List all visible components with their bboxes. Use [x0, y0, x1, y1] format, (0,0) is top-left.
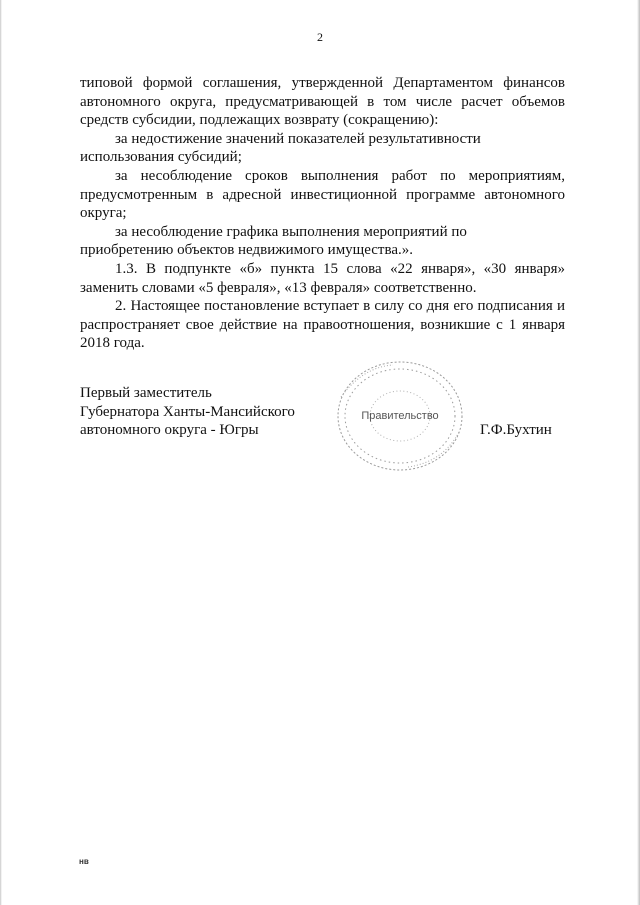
footer-executor-mark: нв [79, 857, 89, 866]
scan-edge-left [0, 0, 2, 905]
paragraph-2: 2. Настоящее постановление вступает в силу со дня его подписания и распространяет свое действие на правоотношения, возникшие с 1 января 2018 года. [80, 298, 565, 352]
paragraph-item-results-line2: использования субсидий; [80, 149, 242, 166]
signature-title-line1: Первый заместитель [80, 385, 212, 401]
paragraph-item-schedule-line2: приобретению объектов недвижимого имущества.». [80, 242, 414, 259]
paragraph-item-results-line1: за недостижение значений показателей результативности [115, 130, 481, 147]
page-number: 2 [317, 30, 323, 44]
signer-name: Г.Ф.Бухтин [480, 422, 552, 438]
official-stamp [333, 357, 468, 475]
signature-title-line2: Губернатора Ханты-Мансийского [80, 403, 295, 420]
document-body [80, 74, 565, 353]
stamp-text: Правительство [361, 410, 439, 422]
paragraph-1-3: 1.3. В подпункте «б» пункта 15 слова «22 января», «30 января» заменить словами «5 февраля», «13 февраля» соответственно. [80, 260, 565, 296]
signature-title-block [80, 384, 295, 440]
paragraph-continuation: типовой формой соглашения, утвержденной Департаментом финансов автономного округа, предусматривающей в том числе расчет объемов средств субсидии, подлежащих возврату (сокращению): [80, 75, 565, 129]
paragraph-item-deadlines: за несоблюдение сроков выполнения работ по мероприятиям, предусмотренным в адресной инвестиционной программе автономного округа; [80, 167, 565, 222]
signature-title-line3: автономного округа - Югры [80, 422, 259, 439]
paragraph-item-schedule-line1: за несоблюдение графика выполнения мероприятий по [115, 223, 467, 240]
